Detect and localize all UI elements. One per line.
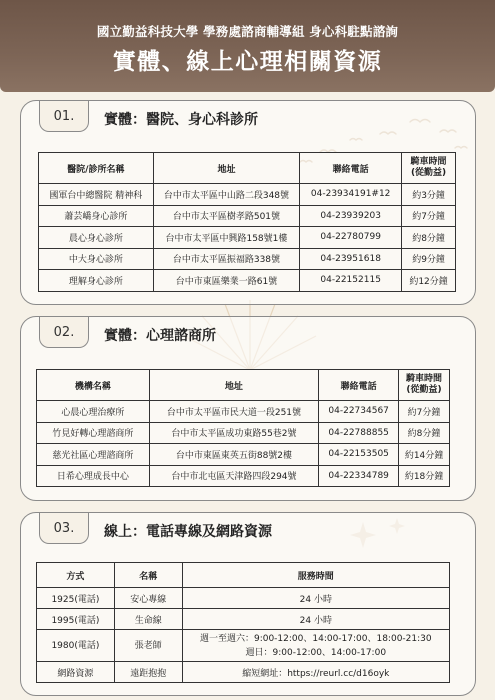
cell-phone: 04-23939203: [300, 205, 402, 227]
table-row: [37, 588, 450, 609]
hospital-table: [38, 152, 456, 292]
header-title: 實體、線上心理相關資源: [112, 49, 383, 75]
cell-service-name: 張老師: [114, 630, 182, 662]
cell-hours: 縮短網址：https://reurl.cc/d16oyk: [182, 662, 449, 683]
column-header: 地址: [153, 153, 300, 184]
cell-time: 約8分鐘: [402, 227, 456, 249]
cell-hours: 週一至週六：9:00-12:00、14:00-17:00、18:00-21:30 週日：9:00-12:00、14:00-17:00: [182, 630, 449, 662]
header-banner: [0, 0, 495, 92]
table-row: [39, 270, 456, 292]
column-header: 聯絡電話: [300, 153, 402, 184]
table-row: [37, 444, 450, 466]
table-row: [39, 227, 456, 249]
cell-address: 台中市北屯區天津路四段294號: [149, 465, 319, 487]
cell-time: 約14分鐘: [399, 444, 450, 466]
cell-time: 約3分鐘: [402, 184, 456, 206]
cell-hours: 24 小時: [182, 609, 449, 630]
section-title-2: 實體：心理諮商所: [104, 328, 216, 344]
cell-name: 理解身心診所: [39, 270, 154, 292]
cell-name: 慈光社區心理諮商所: [37, 444, 150, 466]
cell-time: 約12分鐘: [402, 270, 456, 292]
cell-phone: 04-22788855: [319, 422, 399, 444]
cell-phone: 04-23951618: [300, 248, 402, 270]
table-row: [37, 422, 450, 444]
column-header: 騎車時間 (從勤益): [399, 370, 450, 401]
cell-phone: 04-22153505: [319, 444, 399, 466]
cell-address: 台中市太平區中興路158號1樓: [153, 227, 300, 249]
cell-phone: 04-22334789: [319, 465, 399, 487]
cell-time: 約18分鐘: [399, 465, 450, 487]
section-number-3: 03.: [39, 513, 89, 544]
column-header: 騎車時間 (從勤益): [402, 153, 456, 184]
column-header: 地址: [149, 370, 319, 401]
cell-service-name: 生命線: [114, 609, 182, 630]
cell-method: 1995(電話): [37, 609, 115, 630]
column-header: 服務時間: [182, 563, 449, 588]
column-header: 機構名稱: [37, 370, 150, 401]
online-resources-table: [36, 562, 450, 683]
cell-name: 中大身心診所: [39, 248, 154, 270]
cell-phone: 04-23934191#12: [300, 184, 402, 206]
cell-service-name: 遠距抱抱: [114, 662, 182, 683]
table-header-row: [37, 563, 450, 588]
cell-service-name: 安心專線: [114, 588, 182, 609]
cell-time: 約7分鐘: [402, 205, 456, 227]
cell-name: 日希心理成長中心: [37, 465, 150, 487]
column-header: 聯絡電話: [319, 370, 399, 401]
table-header-row: [39, 153, 456, 184]
section-number-2: 02.: [39, 317, 89, 348]
table-row: [39, 184, 456, 206]
cell-name: 心晨心理治療所: [37, 401, 150, 423]
column-header: 醫院/診所名稱: [39, 153, 154, 184]
cell-address: 台中市太平區樹孝路501號: [153, 205, 300, 227]
counseling-table: [36, 369, 450, 487]
cell-method: 1980(電話): [37, 630, 115, 662]
cell-address: 台中市太平區中山路二段348號: [153, 184, 300, 206]
section-title-3: 線上：電話專線及網路資源: [104, 524, 272, 540]
cell-name: 蕭芸嶠身心診所: [39, 205, 154, 227]
column-header: 方式: [37, 563, 115, 588]
table-row: [39, 205, 456, 227]
table-row: [37, 662, 450, 683]
cell-phone: 04-22734567: [319, 401, 399, 423]
column-header: 名稱: [114, 563, 182, 588]
cell-address: 台中市太平區振福路338號: [153, 248, 300, 270]
cell-method: 網路資源: [37, 662, 115, 683]
table-row: [37, 609, 450, 630]
cell-time: 約8分鐘: [399, 422, 450, 444]
table-header-row: [37, 370, 450, 401]
header-subtitle: 國立勤益科技大學 學務處諮商輔導組 身心科駐點諮詢: [96, 24, 399, 39]
cell-address: 台中市太平區成功東路55巷2號: [149, 422, 319, 444]
table-row: [37, 630, 450, 662]
section-number-1: 01.: [39, 101, 89, 132]
cell-time: 約9分鐘: [402, 248, 456, 270]
cell-name: 晨心身心診所: [39, 227, 154, 249]
cell-name: 竹見好轉心理諮商所: [37, 422, 150, 444]
cell-address: 台中市東區樂業一路61號: [153, 270, 300, 292]
table-row: [39, 248, 456, 270]
cell-phone: 04-22780799: [300, 227, 402, 249]
table-row: [37, 401, 450, 423]
cell-method: 1925(電話): [37, 588, 115, 609]
cell-address: 台中市東區東英五街88號2樓: [149, 444, 319, 466]
section-title-1: 實體：醫院、身心科診所: [104, 112, 258, 128]
cell-name: 國軍台中總醫院 精神科: [39, 184, 154, 206]
cell-phone: 04-22152115: [300, 270, 402, 292]
cell-time: 約7分鐘: [399, 401, 450, 423]
cell-hours: 24 小時: [182, 588, 449, 609]
cell-address: 台中市太平區市民大道一段251號: [149, 401, 319, 423]
table-row: [37, 465, 450, 487]
